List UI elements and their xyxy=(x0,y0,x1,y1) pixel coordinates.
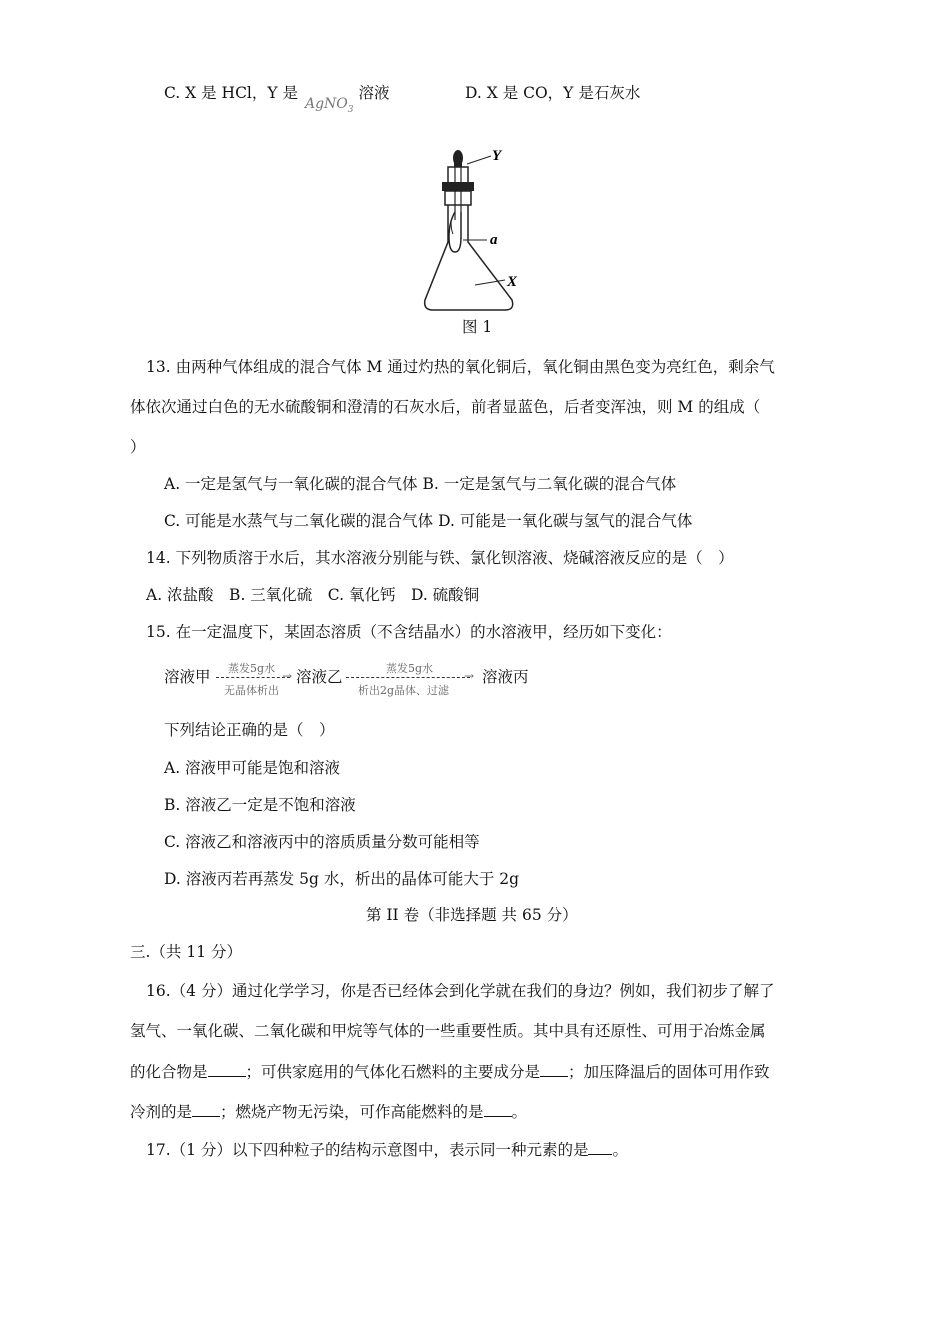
label-y: Y xyxy=(492,148,502,164)
q13-options-ab: A. 一定是氢气与一氧化碳的混合气体 B. 一定是氢气与二氧化碳的混合气体 xyxy=(164,475,677,493)
scheme-solution-b: 溶液乙 xyxy=(296,668,343,686)
q16-line4-text-c: 。 xyxy=(511,1103,528,1121)
step2-condition-bottom: 析出2g晶体、过滤 xyxy=(358,684,450,697)
formula-main: AgNO xyxy=(304,96,348,112)
q13-stem-line2: 体依次通过白色的无水硫酸铜和澄清的石灰水后，前者显蓝色，后者变浑浊，则 M 的组成（ xyxy=(130,398,761,416)
q16-line2: 氢气、一氧化碳、二氧化碳和甲烷等气体的一些重要性质。其中具有还原性、可用于冶炼金属 xyxy=(130,1022,766,1040)
q16-line3-text-b: ；可供家庭用的气体化石燃料的主要成分是 xyxy=(245,1063,541,1081)
q15-prompt: 下列结论正确的是（ ） xyxy=(164,721,335,739)
q16-line4-text-b: ；燃烧产物无污染，可作高能燃料的是 xyxy=(220,1103,484,1121)
q15-option-d: D. 溶液丙若再蒸发 5g 水，析出的晶体可能大于 2g xyxy=(164,870,520,888)
q12-option-c-text: C. X 是 HCl，Y 是 xyxy=(164,84,299,102)
q13-stem-line3: ） xyxy=(130,438,146,456)
section-3-heading: 三.（共 11 分） xyxy=(130,943,243,961)
q13-options-cd: C. 可能是水蒸气与二氧化碳的混合气体 D. 可能是一氧化碳与氢气的混合气体 xyxy=(164,512,693,530)
step1-condition-top: 蒸发5g水 xyxy=(228,662,276,675)
step2-condition-top: 蒸发5g水 xyxy=(386,662,434,675)
q16-line3 xyxy=(130,1061,770,1083)
agno3-formula xyxy=(304,96,354,115)
scheme-solution-c: 溶液丙 xyxy=(482,668,529,686)
formula-subscript: 3 xyxy=(347,104,354,115)
q14-stem: 14. 下列物质溶于水后，其水溶液分别能与铁、氯化钡溶液、烧碱溶液反应的是（ ） xyxy=(146,549,734,567)
q14-options: A. 浓盐酸 B. 三氧化硫 C. 氧化钙 D. 硫酸铜 xyxy=(146,586,480,604)
q12-option-c xyxy=(164,82,390,115)
q15-option-a: A. 溶液甲可能是饱和溶液 xyxy=(164,759,341,777)
scheme-solution-a: 溶液甲 xyxy=(164,668,211,686)
q16-line3-text-c: ；加压降温后的固体可用作致 xyxy=(568,1063,770,1081)
answer-blank-3[interactable] xyxy=(192,1102,220,1117)
step1-arrow xyxy=(216,677,290,678)
answer-blank-4[interactable] xyxy=(484,1102,512,1117)
flask-apparatus-figure xyxy=(415,142,535,317)
q16-line4 xyxy=(130,1101,527,1123)
q15-scheme xyxy=(164,660,564,700)
answer-blank-5[interactable] xyxy=(588,1140,612,1155)
q16-line4-text-a: 冷剂的是 xyxy=(130,1103,193,1121)
q16-line1: 16.（4 分）通过化学学习，你是否已经体会到化学就在我们的身边？例如，我们初步了解了 xyxy=(146,982,775,1000)
rubber-stopper xyxy=(442,182,474,191)
conical-flask xyxy=(425,205,513,310)
step1-arrow-head: → xyxy=(282,669,293,683)
part2-title: 第 II 卷（非选择题 共 65 分） xyxy=(366,906,578,924)
q17-stem xyxy=(146,1139,628,1161)
step1-condition-bottom: 无晶体析出 xyxy=(224,684,279,697)
q16-line3-text-a: 的化合物是 xyxy=(130,1063,208,1081)
answer-blank-2[interactable] xyxy=(540,1062,568,1077)
q15-option-c: C. 溶液乙和溶液丙中的溶质质量分数可能相等 xyxy=(164,833,480,851)
q17-stem-end: 。 xyxy=(612,1141,628,1159)
step2-arrow xyxy=(346,677,470,678)
label-a: a xyxy=(490,232,498,248)
q12-option-d: D. X 是 CO，Y 是石灰水 xyxy=(465,84,641,102)
q17-stem-text: 17.（1 分）以下四种粒子的结构示意图中，表示同一种元素的是 xyxy=(146,1141,589,1159)
label-x: X xyxy=(507,274,518,290)
answer-blank-1[interactable] xyxy=(208,1062,246,1077)
step2-arrow-head: → xyxy=(464,669,475,683)
figure-caption: 图 1 xyxy=(462,318,493,336)
q12-option-c-suffix: 溶液 xyxy=(358,84,390,102)
q15-stem: 15. 在一定温度下，某固态溶质（不含结晶水）的水溶液甲，经历如下变化： xyxy=(146,623,672,641)
q15-option-b: B. 溶液乙一定是不饱和溶液 xyxy=(164,796,356,814)
q13-stem-line1: 13. 由两种气体组成的混合气体 M 通过灼热的氧化铜后，氧化铜由黑色变为亮红色，剩余气 xyxy=(146,358,775,376)
